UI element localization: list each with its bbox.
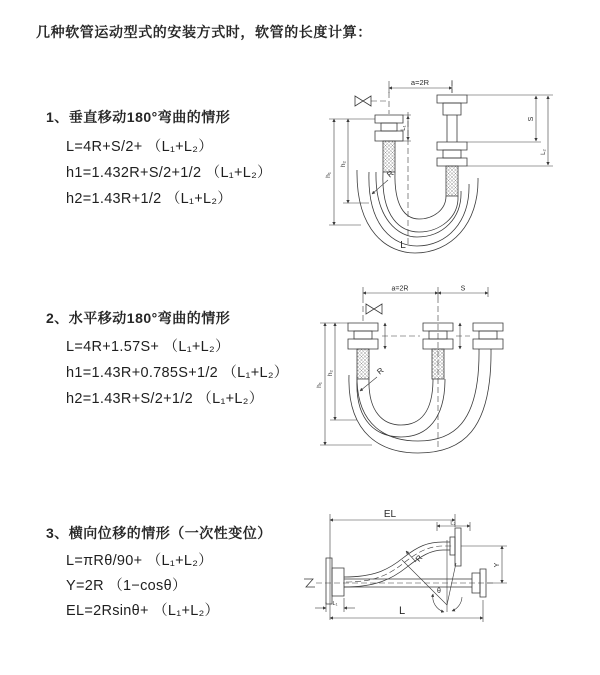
dim-label-h1: h₁ bbox=[325, 172, 332, 178]
length-label: L bbox=[400, 240, 406, 251]
hose-u-bend bbox=[357, 170, 478, 253]
section-1-heading: 1、垂直移动180°弯曲的情形 bbox=[46, 109, 231, 125]
dim-label-a2r: a=2R bbox=[391, 285, 409, 293]
left-flange bbox=[326, 558, 344, 604]
dim-label-el: EL bbox=[383, 509, 397, 520]
radius-label: R bbox=[375, 365, 386, 377]
dim-label-s: S bbox=[460, 285, 466, 293]
section-2-heading: 2、水平移动180°弯曲的情形 bbox=[46, 310, 231, 326]
dim-label-a2r: a=2R bbox=[410, 78, 430, 87]
section-3-heading: 3、横向位移的情形（一次性变位） bbox=[46, 525, 272, 541]
dim-label-h1: h₁ bbox=[316, 382, 323, 388]
diagram-horizontal-180-bend bbox=[302, 283, 577, 458]
section-3-formulas bbox=[66, 549, 219, 624]
right-fitting bbox=[437, 95, 467, 196]
diagram-vertical-180-bend bbox=[305, 72, 565, 257]
dim-label-l1: L₁ bbox=[401, 125, 407, 131]
radius-label: R bbox=[413, 553, 425, 564]
datum-mark bbox=[304, 579, 315, 587]
dim-label-l2: L₂ bbox=[450, 520, 456, 527]
middle-fitting bbox=[423, 323, 453, 379]
dim-label-l: L bbox=[398, 605, 406, 617]
dim-label-h2: h₂ bbox=[340, 160, 347, 168]
formula-h1: h1=1.432R+S/2+1/2 （L₁+L₂） bbox=[66, 165, 272, 181]
radius-label: R bbox=[385, 168, 396, 180]
dim-label-l2: L₂ bbox=[541, 149, 547, 155]
angle-label: θ bbox=[437, 588, 441, 595]
section-1-formulas bbox=[66, 134, 272, 212]
formula-el: EL=2Rsinθ+ （L₁+L₂） bbox=[66, 603, 220, 619]
page-title: 几种软管运动型式的安装方式时，软管的长度计算： bbox=[36, 24, 372, 40]
hose-s-curve bbox=[344, 542, 452, 587]
formula-h2: h2=1.43R+1/2 （L₁+L₂） bbox=[66, 191, 233, 207]
formula-length: L=4R+S/2+ （L₁+L₂） bbox=[66, 139, 214, 155]
formula-h2: h2=1.43R+S/2+1/2 （L₁+L₂） bbox=[66, 391, 264, 407]
valve-icon bbox=[355, 96, 371, 106]
left-fitting bbox=[375, 115, 403, 172]
dim-label-l1: L₁ bbox=[332, 601, 338, 607]
dim-label-s: S bbox=[528, 116, 535, 122]
section-2-formulas bbox=[66, 334, 289, 412]
valve-icon bbox=[366, 304, 382, 314]
formula-y: Y=2R （1−cosθ） bbox=[66, 578, 187, 594]
formula-h1: h1=1.43R+0.785S+1/2 （L₁+L₂） bbox=[66, 365, 289, 381]
dim-label-y: Y bbox=[494, 562, 501, 568]
dim-label-h2: h₂ bbox=[327, 369, 334, 377]
right-fitting bbox=[473, 323, 503, 349]
diagram-lateral-displacement bbox=[302, 500, 597, 655]
formula-length: L=πRθ/90+ （L₁+L₂） bbox=[66, 553, 213, 569]
left-fitting bbox=[348, 323, 378, 379]
upper-flange bbox=[450, 528, 461, 566]
formula-length: L=4R+1.57S+ （L₁+L₂） bbox=[66, 339, 230, 355]
hose-u-bend bbox=[349, 349, 491, 453]
